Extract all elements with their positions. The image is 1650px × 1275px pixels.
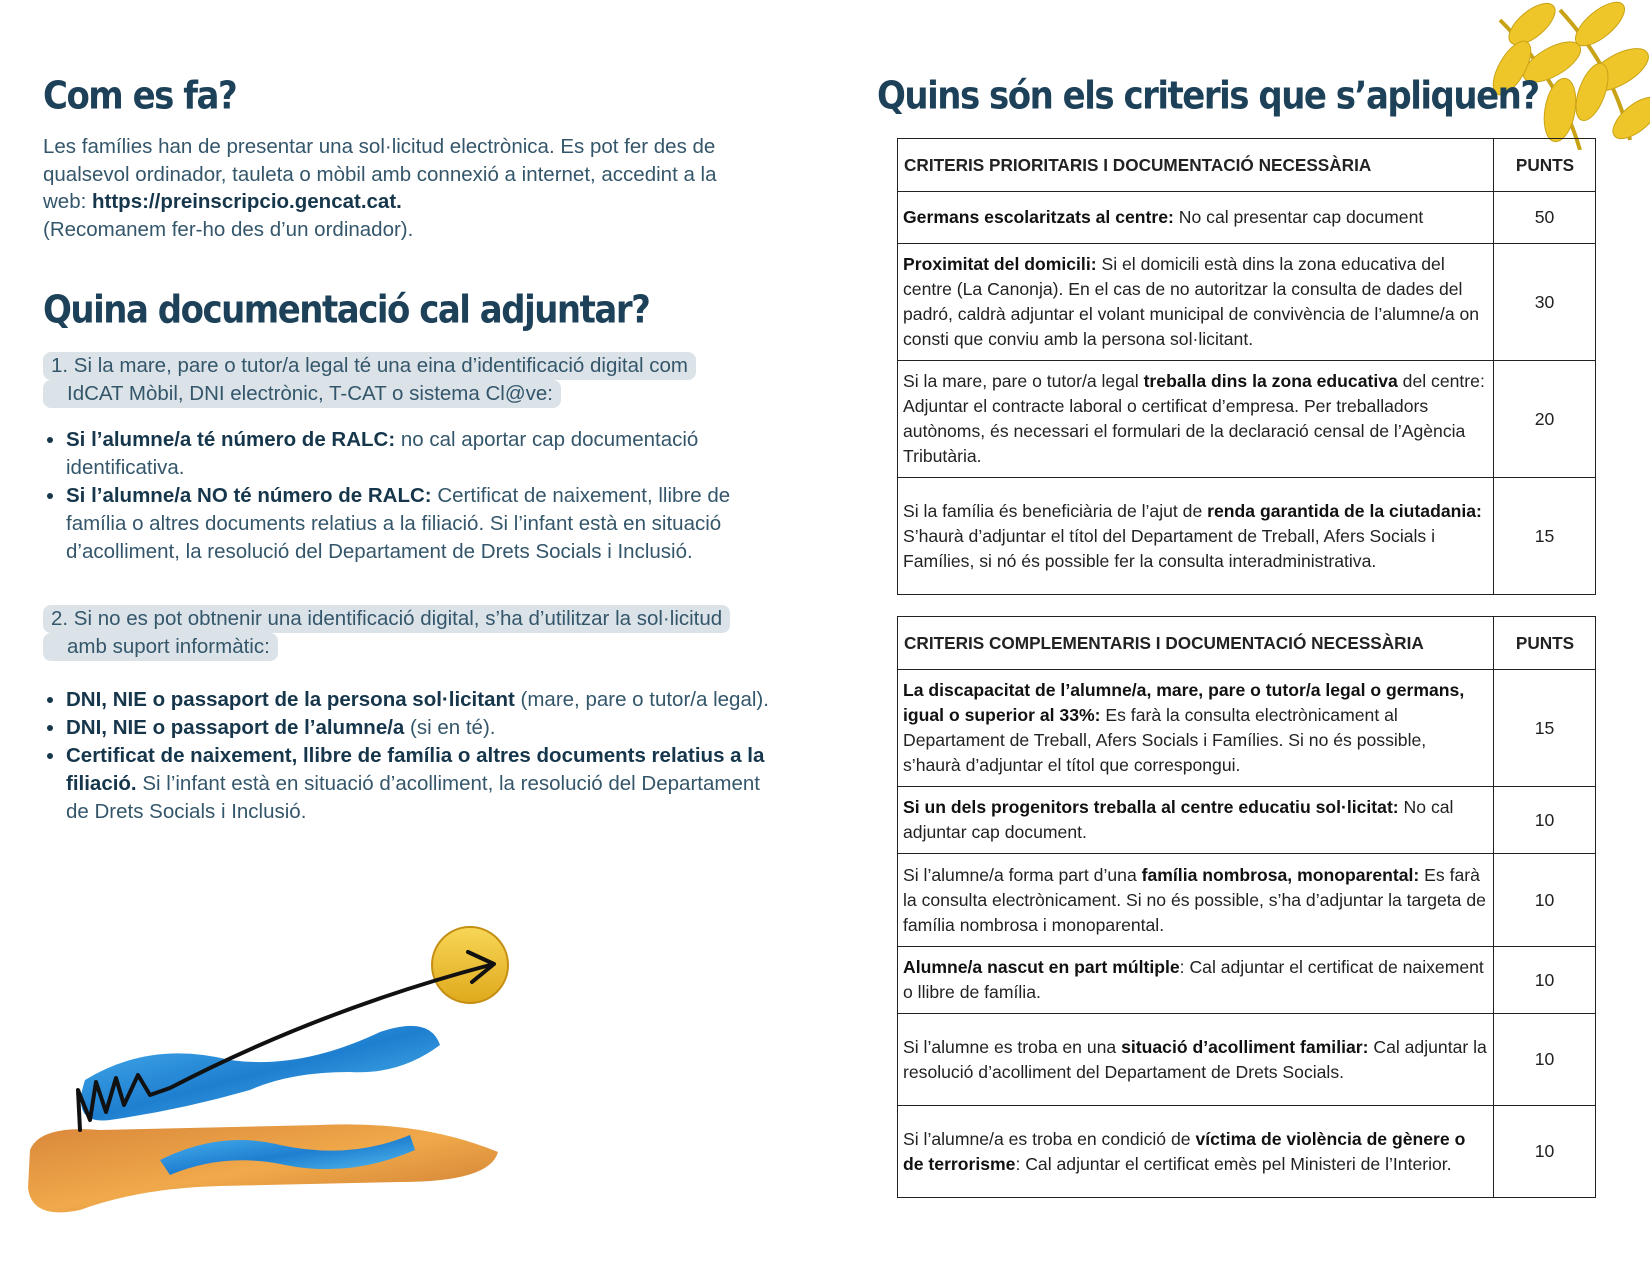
step-1-line-2: IdCAT Mòbil, DNI electrònic, T-CAT o sistema Cl@ve: <box>43 380 561 408</box>
criterion-bold: situació d’acolliment familiar: <box>1121 1036 1369 1057</box>
criterion-text: No cal presentar cap document <box>1173 207 1424 227</box>
list-item-text: no cal aportar cap documentació identificativa. <box>66 428 699 479</box>
list-item <box>66 426 786 482</box>
complementary-criteria-table <box>897 616 1596 1198</box>
table-row <box>898 478 1596 595</box>
criterion-text: Si la família és beneficiària de l’ajut de <box>903 500 1208 521</box>
list-item-text: Certificat de naixement, llibre de família o altres documents relatius a la filiació. Si l’infant està en situació d’acolliment, la resolució del Departament de Drets Socials i Inclusió. <box>66 484 731 563</box>
points-cell: 15 <box>1494 478 1596 595</box>
list-item-bold: Certificat de naixement, llibre de família o altres documents relatius a la filiació. <box>66 744 765 795</box>
criterion-text: Cal adjuntar la resolució d’acolliment del Departament de Drets Socials. <box>903 1036 1487 1082</box>
preinscription-url[interactable]: https://preinscripcio.gencat.cat. <box>92 190 402 213</box>
table-row <box>898 1014 1596 1106</box>
points-cell: 30 <box>1494 244 1596 361</box>
priority-criteria-table <box>897 138 1596 595</box>
criterion-bold: Proximitat del domicili: <box>903 254 1097 274</box>
points-cell: 10 <box>1494 1014 1596 1106</box>
criterion-bold: Germans escolaritzats al centre: <box>903 207 1174 227</box>
list-item-bold: DNI, NIE o passaport de l’alumne/a <box>66 716 405 739</box>
intro-paragraph <box>43 133 763 243</box>
table-row <box>898 361 1596 478</box>
list-item <box>66 482 786 566</box>
list-item <box>66 714 786 742</box>
criterion-text: Si la mare, pare o tutor/a legal <box>903 371 1144 391</box>
intro-text: Les famílies han de presentar una sol·licitud electrònica. Es pot fer des de qualsevol ordinador, tauleta o mòbil amb connexió a internet, accedint a la web: <box>43 135 717 213</box>
table-row <box>898 854 1596 947</box>
list-digital-id <box>43 426 786 566</box>
criterion-bold: renda garantida de la ciutadania: <box>1207 500 1482 521</box>
wave-shape-upper <box>81 1026 440 1121</box>
landscape-illustration <box>20 920 520 1230</box>
ground-shape <box>28 1124 498 1212</box>
criterion-bold: treballa dins la zona educativa <box>1143 371 1398 391</box>
criterion-cell <box>898 478 1494 595</box>
criterion-text: Si l’alumne es troba en una <box>903 1036 1122 1057</box>
criterion-cell <box>898 787 1494 854</box>
criterion-bold: víctima de violència de gènere o de terrorisme <box>903 1128 1466 1174</box>
points-cell: 10 <box>1494 947 1596 1014</box>
heading-criteria: Quins són els criteris que s’apliquen? <box>877 74 1539 119</box>
criterion-bold: Alumne/a nascut en part múltiple <box>903 957 1180 977</box>
list-item-text: Si l’infant està en situació d’acolliment, la resolució del Departament de Drets Socials i Inclusió. <box>66 772 760 823</box>
list-item-text: (mare, pare o tutor/a legal). <box>514 688 769 711</box>
criterion-text: S’haurà d’adjuntar el títol del Departament de Treball, Afers Socials i Famílies, si nó és possible fer la consulta interadministrativa. <box>903 525 1436 571</box>
criterion-text: : Cal adjuntar el certificat de naixement o llibre de família. <box>903 957 1484 1002</box>
points-cell: 10 <box>1494 1106 1596 1198</box>
criterion-cell <box>898 670 1494 787</box>
criterion-text: Si l’alumne/a forma part d’una <box>903 864 1142 885</box>
points-cell: 20 <box>1494 361 1596 478</box>
criterion-cell <box>898 947 1494 1014</box>
step-2-line-1: 2. Si no es pot obtnenir una identificació digital, s’ha d’utilitzar la sol·licitud <box>43 605 730 633</box>
heading-how-to: Com es fa? <box>43 74 237 119</box>
list-item <box>66 686 786 714</box>
step-2-box <box>43 605 730 661</box>
table-row <box>898 1106 1596 1198</box>
criterion-cell <box>898 244 1494 361</box>
table-row <box>898 947 1596 1014</box>
heading-documentation: Quina documentació cal adjuntar? <box>43 288 650 333</box>
criterion-text: Si el domicili està dins la zona educativa del centre (La Canonja). En el cas de no autoritzar la consulta de dades del padró, caldrà adjuntar el volant municipal de convivència de l’alumne/a on consti que conviu amb la persona sol·licitant. <box>903 254 1480 349</box>
table-header: CRITERIS PRIORITARIS I DOCUMENTACIÓ NECESSÀRIA <box>898 139 1494 192</box>
criterion-bold: La discapacitat de l’alumne/a, mare, pare o tutor/a legal o germans, igual o superior al 33%: <box>903 680 1465 725</box>
list-no-digital-id <box>43 686 786 826</box>
criterion-text: No cal adjuntar cap document. <box>903 797 1454 842</box>
table-row <box>898 244 1596 361</box>
table-row <box>898 787 1596 854</box>
criterion-cell <box>898 1014 1494 1106</box>
table-row <box>898 670 1596 787</box>
points-cell: 15 <box>1494 670 1596 787</box>
sun-shape <box>432 927 508 1003</box>
list-item-bold: Si l’alumne/a té número de RALC: <box>66 428 396 451</box>
points-header: PUNTS <box>1494 617 1596 670</box>
criterion-text: Es farà la consulta electrònicament al Departament de Treball, Afers Socials i Famílies. Si no és possible, s’haurà d’adjuntar el títol que correspongui. <box>903 705 1427 775</box>
criterion-text: Es farà la consulta electrònicament. Si no és possible, s’ha d’adjuntar la targeta de família nombrosa i monoparental. <box>903 864 1486 935</box>
list-item-text: (si en té). <box>404 716 496 739</box>
points-cell: 10 <box>1494 787 1596 854</box>
step-1-box <box>43 352 696 408</box>
criterion-cell <box>898 192 1494 244</box>
criterion-cell <box>898 854 1494 947</box>
step-1-line-1: 1. Si la mare, pare o tutor/a legal té una eina d’identificació digital com <box>43 352 696 380</box>
intro-note: (Recomanem fer-ho des d’un ordinador). <box>43 217 414 241</box>
criterion-cell <box>898 1106 1494 1198</box>
step-2-line-2: amb suport informàtic: <box>43 633 278 661</box>
points-cell: 10 <box>1494 854 1596 947</box>
list-item-bold: DNI, NIE o passaport de la persona sol·licitant <box>66 688 515 711</box>
points-header: PUNTS <box>1494 139 1596 192</box>
list-item-bold: Si l’alumne/a NO té número de RALC: <box>66 484 432 507</box>
criterion-text: Si l’alumne/a es troba en condició de <box>903 1128 1196 1149</box>
criterion-text: del centre: Adjuntar el contracte laboral o certificat d’empresa. Per treballadors autònoms, és necessari el formulari de la declaració censal de l’Agència Tributària. <box>903 371 1485 466</box>
points-cell: 50 <box>1494 192 1596 244</box>
criterion-cell <box>898 361 1494 478</box>
criterion-bold: Si un dels progenitors treballa al centre educatiu sol·licitat: <box>903 797 1399 817</box>
criterion-bold: família nombrosa, monoparental: <box>1141 864 1420 885</box>
criterion-text: : Cal adjuntar el certificat emès pel Ministeri de l’Interior. <box>1015 1153 1452 1174</box>
table-header: CRITERIS COMPLEMENTARIS I DOCUMENTACIÓ NECESSÀRIA <box>898 617 1494 670</box>
table-row <box>898 192 1596 244</box>
list-item <box>66 742 786 826</box>
